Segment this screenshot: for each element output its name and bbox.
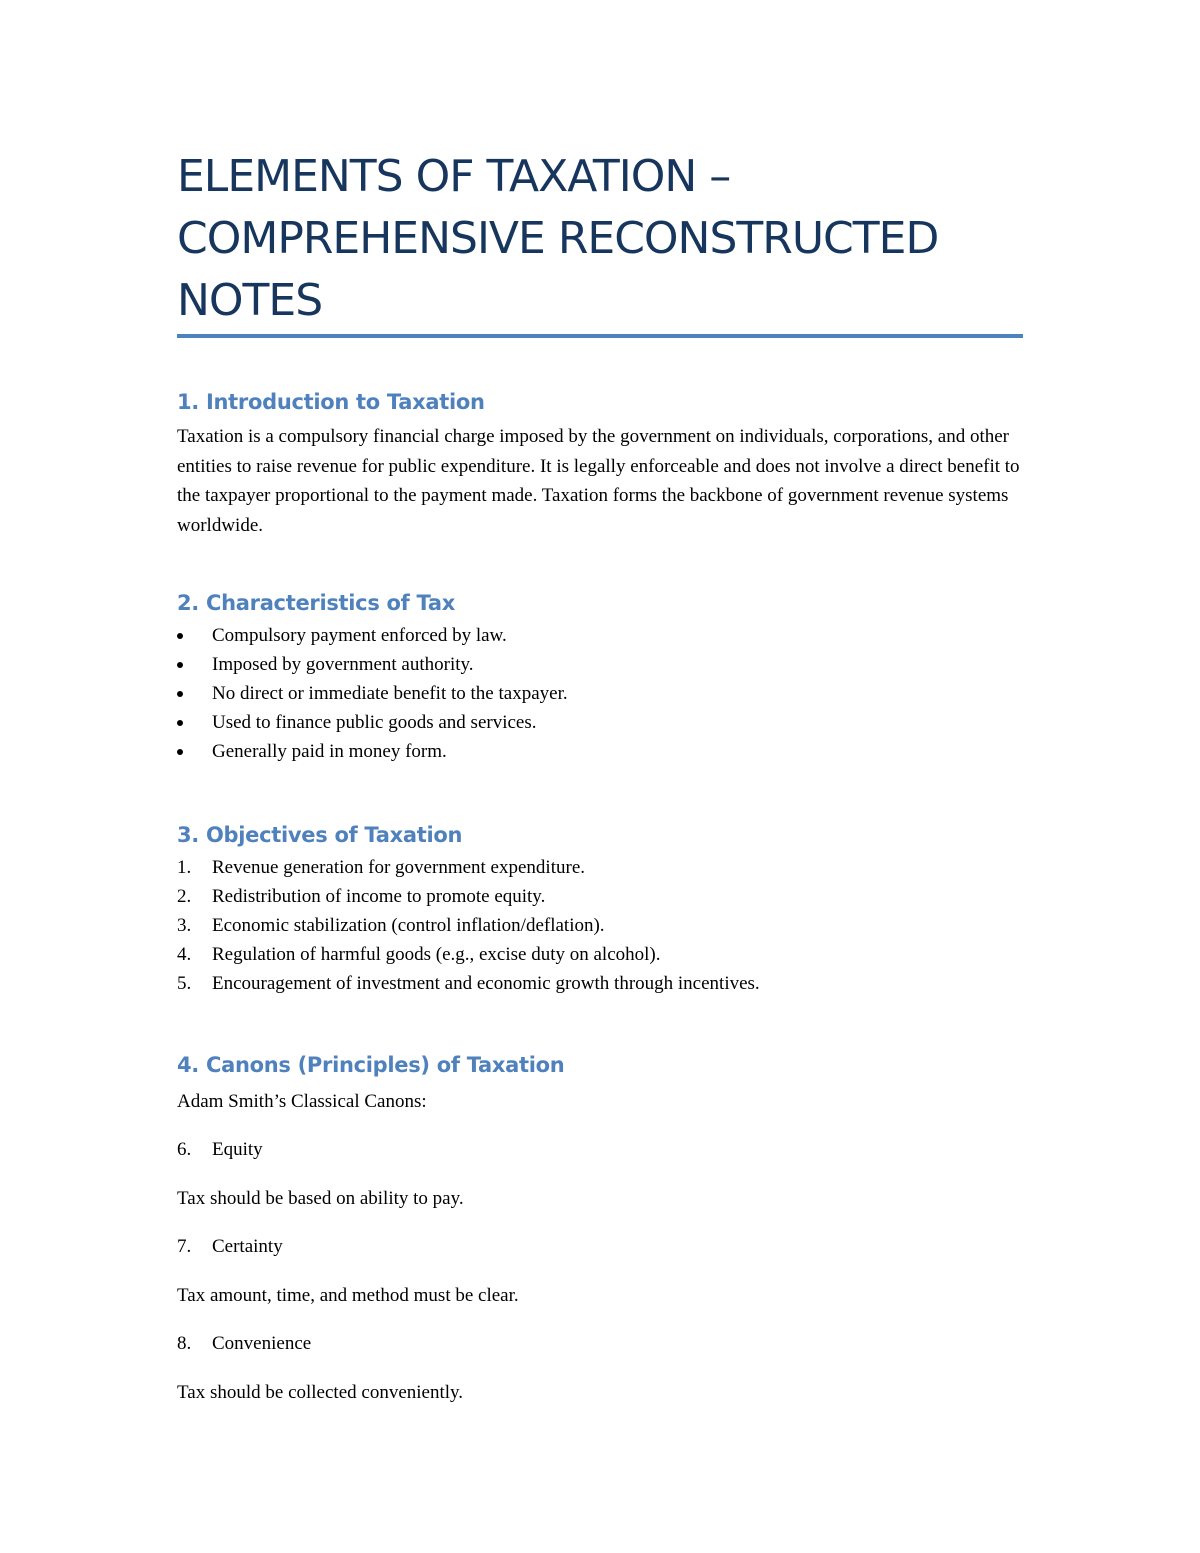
section-heading-canons: 4. Canons (Principles) of Taxation [177,1053,565,1077]
canon-label: Certainty [212,1236,283,1257]
section-objectives [177,821,1023,998]
bullet-icon [177,720,183,726]
list-number: 5. [177,973,192,994]
canon-description-convenience: Tax should be collected conveniently. [177,1382,464,1403]
list-item: 4. Regulation of harmful goods (e.g., excise duty on alcohol). [177,940,1023,969]
section-heading-objectives: 3. Objectives of Taxation [177,823,463,847]
list-item: Imposed by government authority. [177,650,1023,679]
section-characteristics [177,589,1023,766]
list-item: No direct or immediate benefit to the taxpayer. [177,679,1023,708]
introduction-paragraph: Taxation is a compulsory financial charge imposed by the government on individuals, corporations, and other entities to raise revenue for public expenditure. It is legally enforceable and does not involve a direct benefit to the taxpayer proportional to the payment made. Taxation forms the backbone of government revenue systems worldwide. [177,426,1020,536]
list-number: 2. [177,886,192,907]
list-number: 8. [177,1333,192,1354]
section-heading-characteristics: 2. Characteristics of Tax [177,591,455,615]
bullet-icon [177,633,183,639]
characteristics-list [177,621,1023,766]
canon-description-certainty: Tax amount, time, and method must be clear. [177,1285,519,1306]
list-number: 7. [177,1236,192,1257]
document-title: ELEMENTS OF TAXATION – COMPREHENSIVE RECONSTRUCTED NOTES [177,151,939,326]
canon-label: Convenience [212,1333,312,1354]
title-underline-rule [177,334,1023,338]
list-item: 1. Revenue generation for government expenditure. [177,853,1023,882]
list-item: Generally paid in money form. [177,737,1023,766]
canon-description-equity: Tax should be based on ability to pay. [177,1188,464,1209]
list-item: Compulsory payment enforced by law. [177,621,1023,650]
section-canons [177,1051,1023,1451]
bullet-icon [177,691,183,697]
list-item: 2. Redistribution of income to promote equity. [177,882,1023,911]
list-item: 5. Encouragement of investment and economic growth through incentives. [177,969,1023,998]
list-number: 1. [177,857,192,878]
objectives-list [177,853,1023,998]
list-number: 4. [177,944,192,965]
bullet-icon [177,749,183,755]
section-heading-introduction: 1. Introduction to Taxation [177,390,485,414]
canons-intro: Adam Smith’s Classical Canons: [177,1091,427,1112]
canon-label: Equity [212,1139,263,1160]
list-number: 6. [177,1139,192,1160]
bullet-icon [177,662,183,668]
list-item: 3. Economic stabilization (control inflation/deflation). [177,911,1023,940]
list-number: 3. [177,915,192,936]
section-introduction [177,388,1023,540]
list-item: Used to finance public goods and services. [177,708,1023,737]
